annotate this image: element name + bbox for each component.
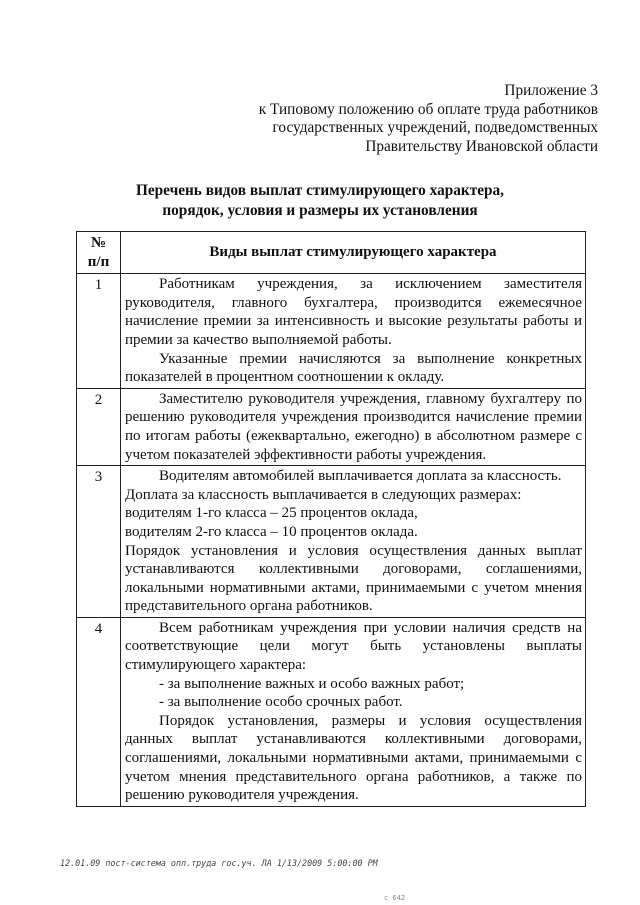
document-title	[60, 181, 580, 221]
header-num-symbol: №	[90, 235, 107, 251]
row-content	[121, 274, 586, 389]
header-num	[77, 232, 121, 274]
table-row	[77, 466, 586, 618]
table-row	[77, 388, 586, 465]
header-kinds: Виды выплат стимулирующего характера	[121, 232, 586, 274]
file-footer: 12.01.09 пост-система опл.труда гос.уч. ЛА 1/13/2009 5:00:00 PM	[60, 858, 378, 868]
header-num-abbr: п/п	[87, 253, 110, 270]
table-row	[77, 274, 586, 389]
row-paragraph: Порядок установления и условия осуществления данных выплат устанавливаются коллективными договорами, соглашениями, локальными нормативными актами, принимаемыми с учетом мнения представительного органа работников.	[125, 542, 582, 615]
title-line: Перечень видов выплат стимулирующего характера,	[135, 182, 505, 199]
table-row	[77, 617, 586, 806]
row-paragraph: Указанные премии начисляются за выполнение конкретных показателей в процентном соотношении к окладу.	[125, 350, 582, 386]
row-list-item: - за выполнение особо срочных работ.	[159, 694, 403, 711]
row-paragraph: водителям 1-го класса – 25 процентов оклада,	[125, 505, 418, 522]
row-number: 4	[77, 617, 121, 806]
row-paragraph: водителям 2-го класса – 10 процентов оклада.	[125, 523, 418, 540]
appendix-ref-line: государственных учреждений, подведомственных	[272, 119, 598, 137]
row-number: 1	[77, 274, 121, 389]
row-paragraph: Порядок установления, размеры и условия осуществления данных выплат устанавливаются коллективными договорами, соглашениями, локальными нормативными актами, принимаемыми с учетом мнения представительного органа работников, а также по решению руководителя учреждения.	[125, 712, 582, 804]
appendix-ref-line: Правительству Ивановской области	[365, 137, 598, 155]
row-content	[121, 388, 586, 465]
row-paragraph: Доплата за классность выплачивается в следующих размерах:	[125, 486, 522, 503]
row-content	[121, 466, 586, 618]
row-list-item: - за выполнение важных и особо важных работ;	[159, 675, 465, 692]
appendix-ref-line: к Типовому положению об оплате труда работников	[258, 100, 598, 118]
row-number: 2	[77, 388, 121, 465]
appendix-header	[178, 82, 598, 156]
table-header-row	[77, 232, 586, 274]
title-line: порядок, условия и размеры их установления	[162, 202, 478, 219]
payments-table	[76, 231, 586, 807]
appendix-number: Приложение 3	[504, 82, 598, 99]
row-paragraph: Заместителю руководителя учреждения, главному бухгалтеру по решению руководителя учреждения производится начисление премии по итогам работы (ежеквартально, ежегодно) в абсолютном размере с учетом показателей эффективности работы учреждения.	[125, 390, 582, 463]
row-paragraph: Работникам учреждения, за исключением заместителя руководителя, главного бухгалтера, производится ежемесячное начисление премии за интенсивность и высокие результаты работы и премии за качество выполняемой работы.	[125, 276, 582, 348]
row-number: 3	[77, 466, 121, 618]
row-paragraph: Водителям автомобилей выплачивается доплата за классность.	[159, 468, 562, 485]
row-paragraph: Всем работникам учреждения при условии наличия средств на соответствующие цели могут быть установлены выплаты стимулирующего характера:	[125, 619, 582, 674]
row-content	[121, 617, 586, 806]
page-mark: с 642	[384, 894, 406, 902]
